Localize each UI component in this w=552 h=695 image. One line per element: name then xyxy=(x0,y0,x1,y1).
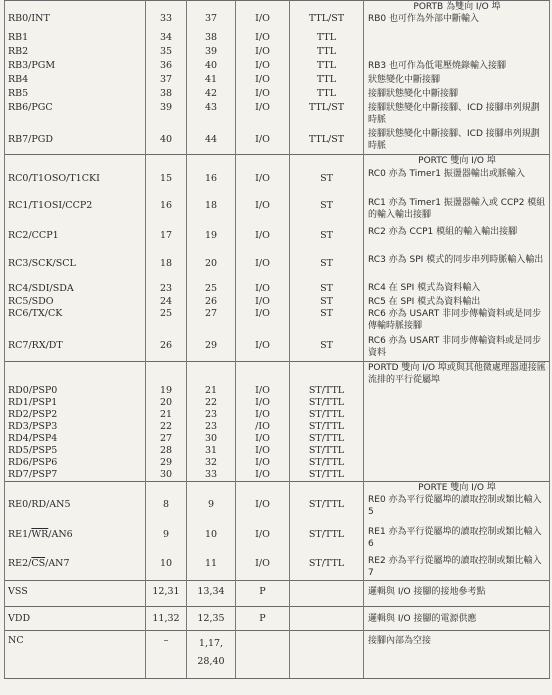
plcc-pin-cell: 40 xyxy=(187,60,236,74)
dip-pin-cell: 29 xyxy=(146,457,187,469)
table-row xyxy=(5,334,550,361)
pin-name-cell: RD6/PSP6 xyxy=(5,457,146,469)
table-row xyxy=(5,445,550,457)
plcc-pin-cell: 16 xyxy=(187,168,236,194)
table-row xyxy=(5,482,550,495)
description-cell: 邏輯與 I/O 接腳的電源供應 xyxy=(364,606,550,630)
io-type-cell: I/O xyxy=(236,128,290,154)
pin-name-cell: RB4 xyxy=(5,74,146,88)
plcc-pin-cell: 37 xyxy=(187,13,236,32)
io-type-cell: I/O xyxy=(236,409,290,421)
dip-pin-cell: 23 xyxy=(146,280,187,296)
pin-name-cell: RC0/T1OSO/T1CKI xyxy=(5,168,146,194)
buffer-type-cell xyxy=(290,1,364,14)
buffer-type-cell xyxy=(290,580,364,606)
buffer-type-cell: ST xyxy=(290,194,364,224)
table-row xyxy=(5,32,550,46)
buffer-type-cell: TTL/ST xyxy=(290,13,364,32)
description-cell: 狀態變化中斷接腳 xyxy=(364,74,550,88)
io-type-cell: I/O xyxy=(236,397,290,409)
io-type-cell: I/O xyxy=(236,224,290,252)
plcc-pin-cell: 32 xyxy=(187,457,236,469)
buffer-type-cell xyxy=(290,630,364,678)
io-type-cell: I/O xyxy=(236,46,290,60)
description-cell: RB3 也可作為低電壓燒錄輸入接腳 xyxy=(364,60,550,74)
plcc-pin-cell: 27 xyxy=(187,308,236,334)
table-row xyxy=(5,60,550,74)
buffer-type-cell: TTL xyxy=(290,32,364,46)
io-type-cell: P xyxy=(236,580,290,606)
table-row xyxy=(5,74,550,88)
io-type-cell: I/O xyxy=(236,252,290,280)
buffer-type-cell: ST xyxy=(290,280,364,296)
buffer-type-cell: ST xyxy=(290,308,364,334)
pin-name-cell: RB0/INT xyxy=(5,13,146,32)
pin-name-cell: NC xyxy=(5,630,146,678)
plcc-pin-cell xyxy=(187,361,236,385)
plcc-pin-cell: 42 xyxy=(187,88,236,102)
io-type-cell: /IO xyxy=(236,421,290,433)
plcc-pin-cell: 23 xyxy=(187,409,236,421)
dip-pin-cell: 27 xyxy=(146,433,187,445)
dip-pin-cell: 9 xyxy=(146,523,187,552)
pin-name-cell: RB7/PGD xyxy=(5,128,146,154)
pin-name-cell: RC4/SDI/SDA xyxy=(5,280,146,296)
description-cell: RB0 也可作為外部中斷輸入 xyxy=(364,13,550,32)
pin-description-table xyxy=(4,0,550,679)
section-title: PORTD 雙向 I/O 埠或與其他微處理器連接匯流排的平行從屬埠 xyxy=(364,361,550,397)
dip-pin-cell: 24 xyxy=(146,296,187,308)
buffer-type-cell: TTL/ST xyxy=(290,128,364,154)
dip-pin-cell: 16 xyxy=(146,194,187,224)
pin-name-cell: RB1 xyxy=(5,32,146,46)
dip-pin-cell xyxy=(146,1,187,14)
plcc-pin-cell: 9 xyxy=(187,494,236,523)
buffer-type-cell xyxy=(290,361,364,385)
pin-name-cell: RC3/SCK/SCL xyxy=(5,252,146,280)
table-row xyxy=(5,46,550,60)
plcc-pin-cell: 23 xyxy=(187,421,236,433)
io-type-cell: P xyxy=(236,606,290,630)
pin-name-cell: RC6/TX/CK xyxy=(5,308,146,334)
buffer-type-cell: TTL xyxy=(290,60,364,74)
table-row xyxy=(5,168,550,194)
table-row xyxy=(5,296,550,308)
pin-name-cell: RB2 xyxy=(5,46,146,60)
plcc-pin-cell xyxy=(187,154,236,168)
description-cell: RC5 在 SPI 模式為資料輸出 xyxy=(364,296,550,308)
plcc-pin-cell: 10 xyxy=(187,523,236,552)
dip-pin-cell: 15 xyxy=(146,168,187,194)
table-row xyxy=(5,252,550,280)
io-type-cell: I/O xyxy=(236,385,290,397)
table-row xyxy=(5,494,550,523)
dip-pin-cell: 33 xyxy=(146,13,187,32)
plcc-pin-cell: 20 xyxy=(187,252,236,280)
dip-pin-cell: 12,31 xyxy=(146,580,187,606)
buffer-type-cell: ST/TTL xyxy=(290,457,364,469)
section-title: PORTB 為雙向 I/O 埠 xyxy=(364,1,550,14)
buffer-type-cell xyxy=(290,154,364,168)
io-type-cell xyxy=(236,630,290,678)
pin-name-cell: RD0/PSP0 xyxy=(5,385,146,397)
io-type-cell: I/O xyxy=(236,74,290,88)
io-type-cell: I/O xyxy=(236,60,290,74)
pin-name-cell: RC7/RX/DT xyxy=(5,334,146,361)
dip-pin-cell xyxy=(146,154,187,168)
table-row xyxy=(5,280,550,296)
pin-name-cell: VSS xyxy=(5,580,146,606)
pin-name-cell xyxy=(5,361,146,385)
io-type-cell: I/O xyxy=(236,494,290,523)
table-row xyxy=(5,88,550,102)
pin-name-cell: $RE1/\overline{WR}/AN6$ xyxy=(5,523,146,552)
io-type-cell: I/O xyxy=(236,280,290,296)
description-cell: 接腳狀態變化中斷接腳、ICD 接腳串列規劃時脈 xyxy=(364,102,550,128)
pin-name-cell: RC2/CCP1 xyxy=(5,224,146,252)
pin-name-cell: $RE2/\overline{CS}/AN7$ xyxy=(5,552,146,580)
io-type-cell: I/O xyxy=(236,552,290,580)
dip-pin-cell: 26 xyxy=(146,334,187,361)
buffer-type-cell xyxy=(290,482,364,495)
plcc-pin-cell xyxy=(187,1,236,14)
buffer-type-cell: ST xyxy=(290,334,364,361)
description-cell: RC6 亦為 USART 非同步傳輸資料或是同步資料 xyxy=(364,334,550,361)
io-type-cell: I/O xyxy=(236,469,290,482)
plcc-pin-cell: 29 xyxy=(187,334,236,361)
plcc-pin-cell: 25 xyxy=(187,280,236,296)
section-title: PORTC 雙向 I/O 埠 xyxy=(364,154,550,168)
description-cell xyxy=(364,397,550,409)
io-type-cell: I/O xyxy=(236,32,290,46)
dip-pin-cell: 8 xyxy=(146,494,187,523)
plcc-pin-cell: 1,17, 28,40 xyxy=(187,630,236,678)
dip-pin-cell xyxy=(146,482,187,495)
plcc-pin-cell: 19 xyxy=(187,224,236,252)
buffer-type-cell: TTL xyxy=(290,74,364,88)
dip-pin-cell: 40 xyxy=(146,128,187,154)
description-cell: RC0 亦為 Timer1 振盪器輸出或脈輸入 xyxy=(364,168,550,194)
dip-pin-cell: 28 xyxy=(146,445,187,457)
buffer-type-cell: ST/TTL xyxy=(290,523,364,552)
buffer-type-cell: ST xyxy=(290,168,364,194)
table-row xyxy=(5,308,550,334)
buffer-type-cell: TTL xyxy=(290,46,364,60)
dip-pin-cell: 39 xyxy=(146,102,187,128)
pin-name-cell: RB6/PGC xyxy=(5,102,146,128)
plcc-pin-cell: 43 xyxy=(187,102,236,128)
table-row xyxy=(5,457,550,469)
dip-pin-cell xyxy=(146,361,187,385)
plcc-pin-cell xyxy=(187,482,236,495)
io-type-cell: I/O xyxy=(236,433,290,445)
pin-name-cell: VDD xyxy=(5,606,146,630)
io-type-cell: I/O xyxy=(236,13,290,32)
section-title: PORTE 雙向 I/O 埠 xyxy=(364,482,550,495)
dip-pin-cell: 11,32 xyxy=(146,606,187,630)
description-cell: RE1 亦為平行從屬埠的讀取控制或類比輸入 6 xyxy=(364,523,550,552)
pin-name-cell: RD1/PSP1 xyxy=(5,397,146,409)
table-row xyxy=(5,397,550,409)
io-type-cell: I/O xyxy=(236,88,290,102)
buffer-type-cell: ST/TTL xyxy=(290,469,364,482)
dip-pin-cell: 36 xyxy=(146,60,187,74)
description-cell xyxy=(364,445,550,457)
table-row xyxy=(5,224,550,252)
dip-pin-cell: 37 xyxy=(146,74,187,88)
table-row xyxy=(5,409,550,421)
table-row xyxy=(5,102,550,128)
buffer-type-cell: ST/TTL xyxy=(290,494,364,523)
buffer-type-cell xyxy=(290,606,364,630)
plcc-pin-cell: 26 xyxy=(187,296,236,308)
io-type-cell xyxy=(236,482,290,495)
dip-pin-cell: 21 xyxy=(146,409,187,421)
pin-name-cell xyxy=(5,1,146,14)
table-row xyxy=(5,13,550,32)
table-row xyxy=(5,1,550,14)
plcc-pin-cell: 33 xyxy=(187,469,236,482)
description-cell: RE0 亦為平行從屬埠的讀取控制或類比輸入 5 xyxy=(364,494,550,523)
buffer-type-cell: TTL/ST xyxy=(290,102,364,128)
io-type-cell: I/O xyxy=(236,194,290,224)
buffer-type-cell: ST/TTL xyxy=(290,409,364,421)
table-row xyxy=(5,552,550,580)
plcc-pin-cell: 12,35 xyxy=(187,606,236,630)
description-cell xyxy=(364,32,550,46)
buffer-type-cell: ST xyxy=(290,252,364,280)
pin-name-cell: RD7/PSP7 xyxy=(5,469,146,482)
plcc-pin-cell: 11 xyxy=(187,552,236,580)
table-row xyxy=(5,433,550,445)
plcc-pin-cell: 18 xyxy=(187,194,236,224)
description-cell: 邏輯與 I/O 接腳的接地參考點 xyxy=(364,580,550,606)
plcc-pin-cell: 38 xyxy=(187,32,236,46)
description-cell: 接腳狀態變化中斷接腳 xyxy=(364,88,550,102)
plcc-pin-cell: 44 xyxy=(187,128,236,154)
description-cell: RC4 在 SPI 模式為資料輸入 xyxy=(364,280,550,296)
table-row xyxy=(5,630,550,678)
buffer-type-cell: ST/TTL xyxy=(290,445,364,457)
dip-pin-cell: 25 xyxy=(146,308,187,334)
dip-pin-cell: 34 xyxy=(146,32,187,46)
io-type-cell: I/O xyxy=(236,308,290,334)
pin-name-cell: RE0/RD/AN5 xyxy=(5,494,146,523)
io-type-cell: I/O xyxy=(236,334,290,361)
dip-pin-cell: 38 xyxy=(146,88,187,102)
dip-pin-cell: 17 xyxy=(146,224,187,252)
description-cell: RC2 亦為 CCP1 模組的輸入輸出接腳 xyxy=(364,224,550,252)
table-row xyxy=(5,194,550,224)
dip-pin-cell: 20 xyxy=(146,397,187,409)
io-type-cell: I/O xyxy=(236,523,290,552)
table-row xyxy=(5,469,550,482)
description-cell xyxy=(364,46,550,60)
pin-name-cell: RD3/PSP3 xyxy=(5,421,146,433)
plcc-pin-cell: 39 xyxy=(187,46,236,60)
dip-pin-cell: 10 xyxy=(146,552,187,580)
pin-name-cell: RC1/T1OSI/CCP2 xyxy=(5,194,146,224)
dip-pin-cell: 30 xyxy=(146,469,187,482)
description-cell xyxy=(364,409,550,421)
description-cell: RC1 亦為 Timer1 振盪器輸入或 CCP2 模組的輸入輸出接腳 xyxy=(364,194,550,224)
buffer-type-cell: ST xyxy=(290,296,364,308)
io-type-cell xyxy=(236,154,290,168)
io-type-cell: I/O xyxy=(236,296,290,308)
table-row xyxy=(5,128,550,154)
description-cell xyxy=(364,433,550,445)
dip-pin-cell: 35 xyxy=(146,46,187,60)
description-cell: RC3 亦為 SPI 模式的同步串列時脈輸入輸出 xyxy=(364,252,550,280)
buffer-type-cell: ST/TTL xyxy=(290,421,364,433)
dip-pin-cell: 19 xyxy=(146,385,187,397)
dip-pin-cell: 18 xyxy=(146,252,187,280)
pin-name-cell xyxy=(5,482,146,495)
plcc-pin-cell: 30 xyxy=(187,433,236,445)
table-row xyxy=(5,606,550,630)
description-cell: 接腳內部為空接 xyxy=(364,630,550,678)
description-cell: RE2 亦為平行從屬埠的讀取控制或類比輸入 7 xyxy=(364,552,550,580)
table-row xyxy=(5,154,550,168)
plcc-pin-cell: 22 xyxy=(187,397,236,409)
description-cell xyxy=(364,469,550,482)
io-type-cell: I/O xyxy=(236,168,290,194)
dip-pin-cell: – xyxy=(146,630,187,678)
description-cell xyxy=(364,421,550,433)
buffer-type-cell: ST/TTL xyxy=(290,385,364,397)
buffer-type-cell: ST/TTL xyxy=(290,433,364,445)
pin-name-cell: RD2/PSP2 xyxy=(5,409,146,421)
io-type-cell: I/O xyxy=(236,457,290,469)
table-row xyxy=(5,361,550,385)
io-type-cell: I/O xyxy=(236,445,290,457)
pin-name-cell: RD4/PSP4 xyxy=(5,433,146,445)
plcc-pin-cell: 13,34 xyxy=(187,580,236,606)
plcc-pin-cell: 31 xyxy=(187,445,236,457)
buffer-type-cell: ST xyxy=(290,224,364,252)
pin-name-cell: RD5/PSP5 xyxy=(5,445,146,457)
dip-pin-cell: 22 xyxy=(146,421,187,433)
io-type-cell: I/O xyxy=(236,102,290,128)
pin-name-cell: RC5/SDO xyxy=(5,296,146,308)
pin-name-cell: RB3/PGM xyxy=(5,60,146,74)
table-row xyxy=(5,523,550,552)
description-cell xyxy=(364,457,550,469)
plcc-pin-cell: 41 xyxy=(187,74,236,88)
description-cell: 接腳狀態變化中斷接腳、ICD 接腳串列規劃時脈 xyxy=(364,128,550,154)
pin-name-cell xyxy=(5,154,146,168)
description-cell: RC6 亦為 USART 非同步傳輸資料或是同步傳輸時脈接腳 xyxy=(364,308,550,334)
buffer-type-cell: TTL xyxy=(290,88,364,102)
plcc-pin-cell: 21 xyxy=(187,385,236,397)
io-type-cell xyxy=(236,361,290,385)
buffer-type-cell: ST/TTL xyxy=(290,397,364,409)
table-row xyxy=(5,421,550,433)
io-type-cell xyxy=(236,1,290,14)
pin-name-cell: RB5 xyxy=(5,88,146,102)
buffer-type-cell: ST/TTL xyxy=(290,552,364,580)
table-row xyxy=(5,580,550,606)
